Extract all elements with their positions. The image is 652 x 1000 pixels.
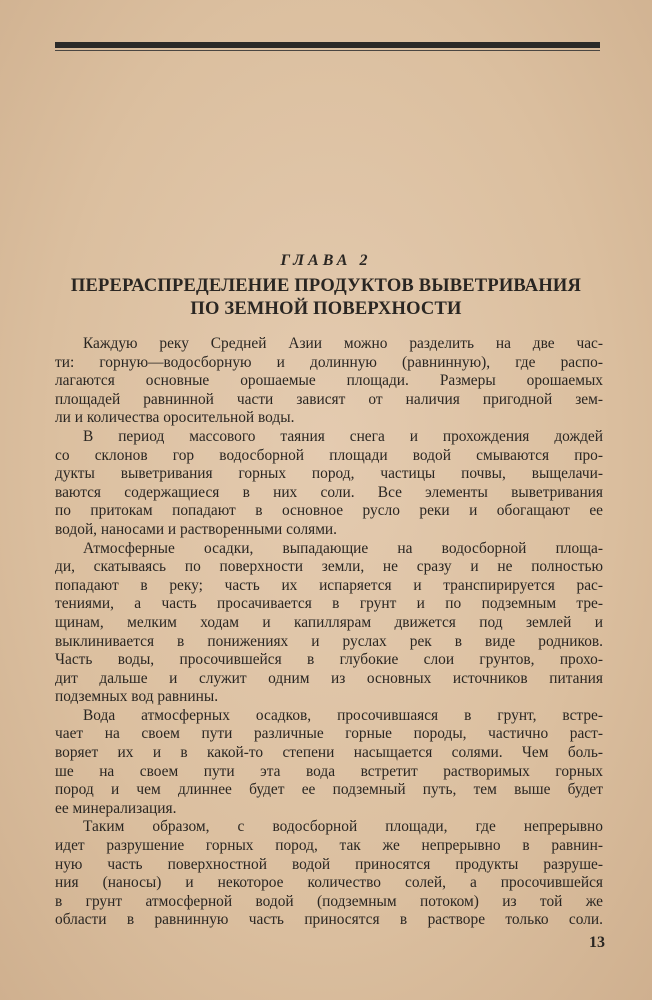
text-line: воряет их и в какой-то степени насыщается солями. Чем боль- (55, 744, 603, 762)
text-line: Каждую реку Средней Азии можно разделить на две час- (83, 335, 603, 352)
text-line: ваются содержащиеся в них соли. Все элементы выветривания (55, 483, 603, 501)
text-line: по притокам попадают в основное русло реки и обогащают ее (55, 502, 603, 520)
text-line: ти: горную—водосборную и долинную (равнинную), где распо- (55, 353, 603, 371)
chapter-title-line: ПЕРЕРАСПРЕДЕЛЕНИЕ ПРОДУКТОВ ВЫВЕТРИВАНИЯ (70, 276, 582, 296)
text-line: выклинивается в понижениях и руслах рек в виде родников. (55, 632, 603, 650)
text-line: ли и количества оросительной воды. (55, 409, 295, 427)
chapter-title (40, 275, 612, 321)
text-line: Вода атмосферных осадков, просочившаяся в грунт, встре- (83, 706, 603, 724)
text-line: Атмосферные осадки, выпадающие на водосборной площа- (83, 539, 603, 557)
header-rule-thin (55, 50, 600, 51)
text-line: пород и чем длиннее будет ее подземный путь, тем выше будет (55, 781, 603, 799)
header-rule (55, 42, 600, 48)
text-line: попадают в реку; часть их испаряется и транспирируется рас- (55, 576, 603, 594)
text-line: ди, скатываясь по поверхности земли, не сразу и не полностью (55, 558, 603, 576)
text-line: дукты выветривания горных пород, частицы почвы, выщелачи- (55, 465, 603, 483)
text-line: тениями, а часть просачивается в грунт и по подземным тре- (55, 595, 603, 613)
chapter-title-line: ПО ЗЕМНОЙ ПОВЕРХНОСТИ (190, 299, 462, 319)
text-line: ния (наносы) и некоторое количество солей, а просочившейся (55, 874, 603, 892)
body-text (55, 335, 603, 930)
text-line: чает на своем пути различные горные породы, частично раст- (55, 725, 603, 743)
text-line: области в равнинную часть приносятся в растворе только соли. (55, 911, 603, 929)
text-line: Часть воды, просочившейся в глубокие слои грунтов, прохо- (55, 651, 603, 669)
text-line: дит дальше и служит одним из основных источников питания (55, 669, 603, 687)
text-line: идет разрушение горных пород, так же непрерывно в равнин- (55, 837, 603, 855)
text-line: Таким образом, с водосборной площади, где непрерывно (83, 818, 603, 836)
text-line: В период массового таяния снега и прохождения дождей (83, 427, 603, 445)
text-line: щинам, мелким ходам и капиллярам движется под землей и (55, 613, 603, 631)
chapter-label: ГЛАВА 2 (280, 252, 372, 269)
text-line: со склонов гор водосборной площади водой смываются про- (55, 446, 603, 464)
text-line: в грунт атмосферной водой (подземным потоком) из той же (55, 892, 603, 910)
text-line: лагаются основные орошаемые площади. Размеры орошаемых (55, 372, 603, 390)
text-line: подземных вод равнины. (55, 688, 219, 706)
text-line: площадей равнинной части зависят от наличия пригодной зем- (55, 390, 603, 408)
text-line: ше на своем пути эта вода встретит растворимых горных (55, 762, 603, 780)
page-number: 13 (589, 934, 605, 951)
text-line: ее минерализация. (55, 799, 177, 817)
text-line: водой, наносами и растворенными солями. (55, 520, 338, 538)
text-line: ную часть поверхностной водой приносятся продукты разруше- (55, 855, 603, 873)
